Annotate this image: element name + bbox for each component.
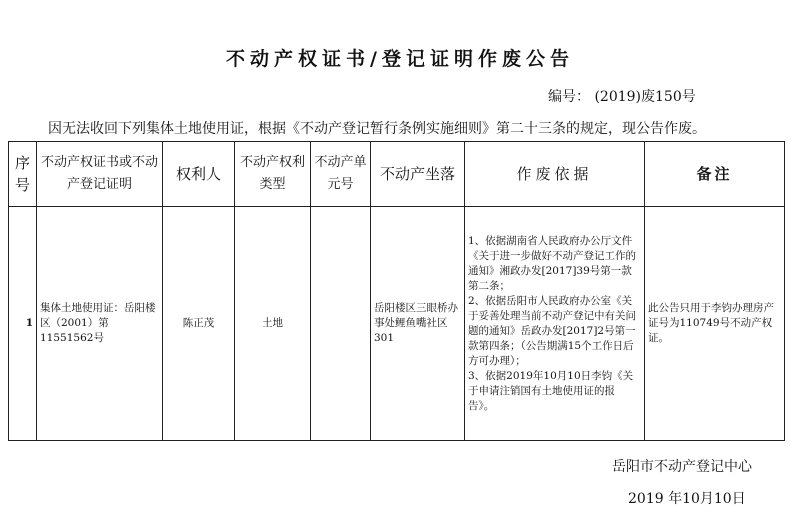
basis-item-1: 1、依据湖南省人民政府办公厅文件《关于进一步做好不动产登记工作的通知》湘政办发[2017]39号第一款第二条； <box>468 234 636 292</box>
basis-item-3: 3、依据2019年10月10日李钧《关于申请注销国有土地使用证的报告》。 <box>468 369 634 412</box>
announcement-intro: 因无法收回下列集体土地使用证，根据《不动产登记暂行条例实施细则》第二十三条的规定，现公告作废。 <box>48 121 706 137</box>
issue-date: 2019 年10月10日 <box>628 491 746 507</box>
column-header-seq: 序号 <box>9 142 37 207</box>
column-header-location: 不动产坐落 <box>371 142 465 207</box>
cell-location: 岳阳楼区三眼桥办事处鲤鱼嘴社区301 <box>371 207 465 441</box>
cell-right-type: 土地 <box>235 207 311 441</box>
cell-certificate: 集体土地使用证：岳阳楼区（2001）第11551562号 <box>37 207 163 441</box>
void-certificate-table <box>8 141 785 441</box>
cell-holder: 陈正茂 <box>163 207 235 441</box>
document-number: 编号： (2019)废150号 <box>548 89 696 105</box>
column-header-certificate: 不动产权证书或不动产登记证明 <box>37 142 163 207</box>
column-header-holder: 权利人 <box>163 142 235 207</box>
table-header-row <box>9 142 785 207</box>
column-header-right-type: 不动产权利类型 <box>235 142 311 207</box>
cell-seq: 1 <box>9 207 37 441</box>
issuing-organization: 岳阳市不动产登记中心 <box>612 459 752 475</box>
cell-basis <box>465 207 645 441</box>
page-title: 不动产权证书/登记证明作废公告 <box>226 48 574 70</box>
column-header-basis: 作废依据 <box>465 142 645 207</box>
cell-unit-no <box>311 207 371 441</box>
column-header-unit-no: 不动产单元号 <box>311 142 371 207</box>
basis-item-2: 2、依据岳阳市人民政府办公室《关于妥善处理当前不动产登记中有关问题的通知》岳政办发[2017]2号第一款第四条；（公告期满15个工作日后方可办理）； <box>468 294 636 367</box>
table-row <box>9 207 785 441</box>
column-header-remark: 备注 <box>645 142 785 207</box>
cell-remark: 此公告只用于李钧办理房产证号为110749号不动产权证。 <box>645 207 785 441</box>
